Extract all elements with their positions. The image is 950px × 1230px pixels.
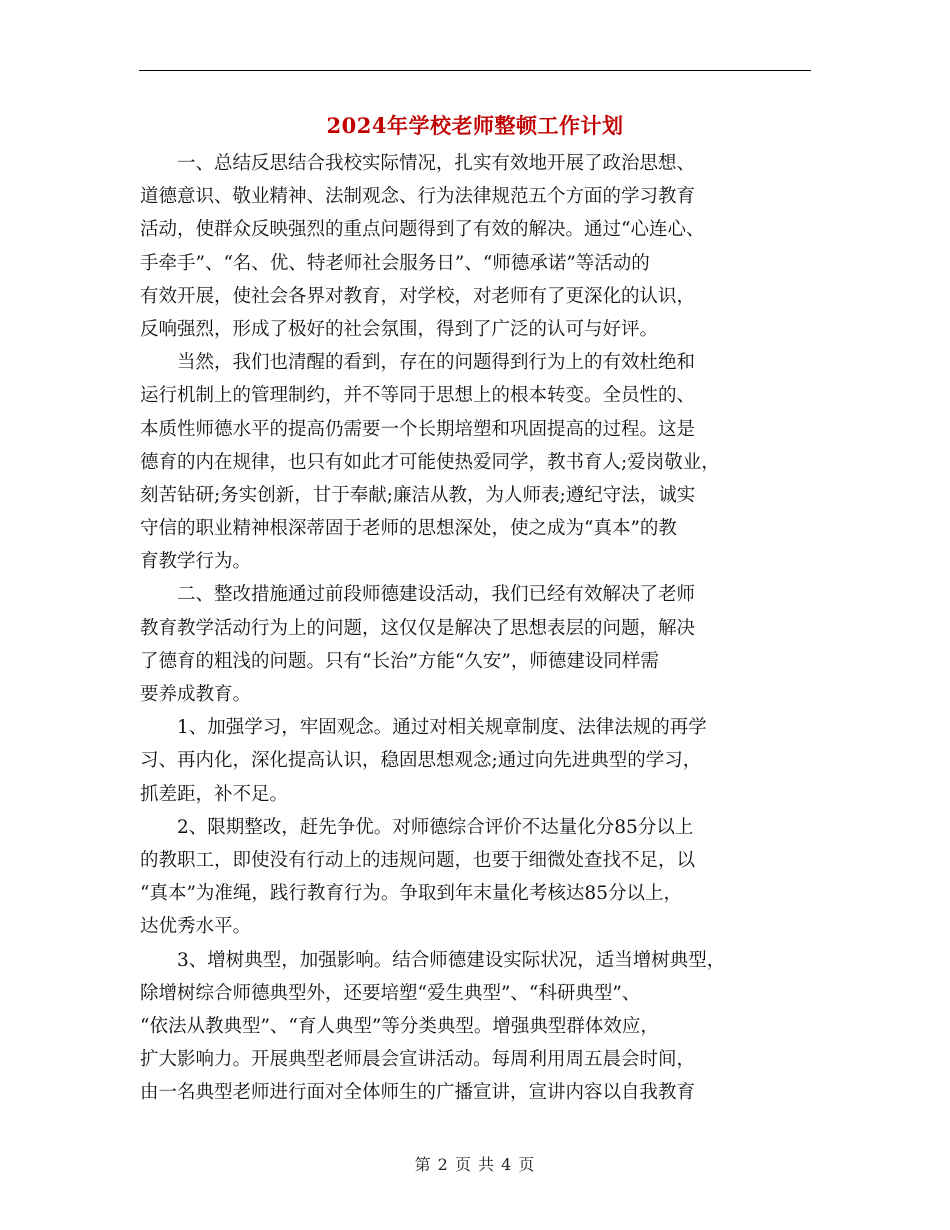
text-line: 育教学行为。: [140, 551, 252, 573]
text-line: 1、加强学习，牢固观念。通过对相关规章制度、法律法规的再学: [140, 717, 707, 739]
text-line: 扩大影响力。开展典型老师晨会宣讲活动。每周利用周五晨会时间，: [140, 1049, 696, 1071]
text-line: 手牵手”、“名、优、特老师社会服务日”、“师德承诺”等活动的: [140, 252, 650, 274]
text-line: “依法从教典型”、“育人典型”等分类典型。增强典型群体效应，: [140, 1015, 659, 1037]
text-line: “真本”为准绳，践行教育行为。争取到年末量化考核达85分以上，: [140, 883, 682, 905]
text-line: 守信的职业精神根深蒂固于老师的思想深处，使之成为“真本”的教: [140, 518, 677, 540]
text-line: 教育教学活动行为上的问题，这仅仅是解决了思想表层的问题，解决: [140, 617, 696, 639]
text-line: 达优秀水平。: [140, 916, 252, 938]
text-line: 德育的内在规律，也只有如此才可能使热爱同学，教书育人;爱岗敬业，: [140, 451, 720, 473]
text-line: 了德育的粗浅的问题。只有“长治”方能“久安”，师德建设同样需: [140, 650, 659, 672]
text-line: 运行机制上的管理制约，并不等同于思想上的根本转变。全员性的、: [140, 385, 696, 407]
text-line: 一、总结反思结合我校实际情况，扎实有效地开展了政治思想、: [140, 153, 696, 174]
text-line: 当然，我们也清醒的看到，存在的问题得到行为上的有效杜绝和: [140, 352, 696, 374]
text-line: 除增树综合师德典型外，还要培塑“爱生典型”、“科研典型”、: [140, 982, 641, 1004]
paragraph-measures: [140, 578, 820, 711]
text-line: 抓差距，补不足。: [140, 783, 289, 805]
text-line: 反响强烈，形成了极好的社会氛围，得到了广泛的认可与好评。: [140, 318, 659, 340]
text-line: 的教职工，即使没有行动上的违规问题，也要于细微处查找不足，以: [140, 849, 696, 871]
text-line: 道德意识、敬业精神、法制观念、行为法律规范五个方面的学习教育: [140, 186, 696, 208]
document-title: 2024年学校老师整顿工作计划: [326, 113, 624, 138]
text-line: 活动，使群众反映强烈的重点问题得到了有效的解决。通过“心连心、: [140, 219, 705, 241]
page-number: 第 2 页 共 4 页: [414, 1155, 536, 1174]
text-line: 二、整改措施通过前段师德建设活动，我们已经有效解决了老师: [140, 584, 696, 606]
text-line: 2、限期整改，赶先争优。对师德综合评价不达量化分85分以上: [140, 816, 694, 838]
text-line: 刻苦钻研;务实创新，甘于奉献;廉洁从教，为人师表;遵纪守法，诚实: [140, 484, 696, 506]
text-line: 本质性师德水平的提高仍需要一个长期培塑和巩固提高的过程。这是: [140, 418, 696, 440]
paragraph-item-3: [140, 944, 820, 1110]
header-rule: [139, 70, 811, 71]
text-line: 习、再内化，深化提高认识，稳固思想观念;通过向先进典型的学习，: [140, 750, 702, 772]
paragraph-item-2: [140, 811, 820, 944]
paragraph-item-1: [140, 711, 820, 811]
text-line: 3、增树典型，加强影响。结合师德建设实际状况，适当增树典型，: [140, 949, 726, 971]
paragraph-reflection: [140, 346, 820, 578]
document-body: [140, 147, 820, 1109]
text-line: 有效开展，使社会各界对教育，对学校，对老师有了更深化的认识，: [140, 285, 696, 307]
text-line: 由一名典型老师进行面对全体师生的广播宣讲，宣讲内容以自我教育: [140, 1082, 696, 1104]
text-line: 要养成教育。: [140, 684, 252, 705]
paragraph-summary: [140, 147, 820, 346]
